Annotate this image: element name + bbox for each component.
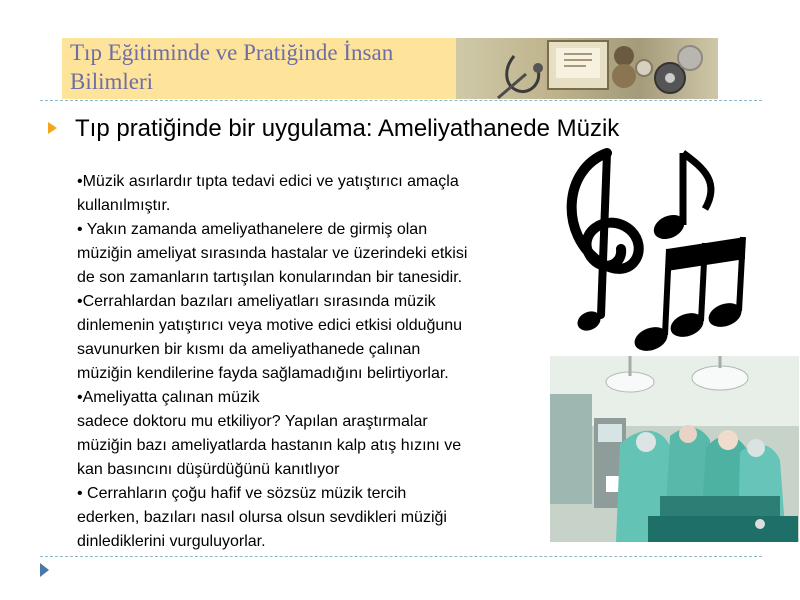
- paragraph-1: •Müzik asırlardır tıpta tedavi edici ve yatıştırıcı amaçla kullanılmıştır.: [77, 173, 459, 214]
- operating-room-photo: [550, 356, 799, 542]
- slide-body: [77, 170, 567, 554]
- top-divider: [40, 100, 762, 101]
- bottom-divider: [40, 556, 762, 557]
- title-banner-image: [456, 38, 718, 99]
- slide-subtitle: Tıp pratiğinde bir uygulama: Ameliyathanede Müzik: [75, 115, 620, 142]
- paragraph-3: •Cerrahlardan bazıları ameliyatları sırasında müzik dinlemenin yatıştırıcı veya motive edici etkisi olduğunu savunurken bir kısmı da ameliyathanede çalınan müziğin kendilerine fayda sağlamadığını belirtiyorlar.: [77, 293, 463, 382]
- paragraph-2: • Yakın zamanda ameliyathanelere de girmiş olan müziğin ameliyat sırasında hastalar ve üzerindeki etkisi de son zamanların tartışılan konularından bir tanesidir.: [77, 221, 468, 286]
- music-notes-icon: [555, 145, 755, 360]
- triangle-bullet-icon: [48, 122, 57, 134]
- slide-title: Tıp Eğitiminde ve Pratiğinde İnsan Bilimleri: [70, 40, 394, 94]
- paragraph-4: •Ameliyatta çalınan müzik sadece doktoru mu etkiliyor? Yapılan araştırmalar müziğin bazı ameliyatlarda hastanın kalp atış hızını ve kan basıncını düşürdüğünü kanıtlıyor: [77, 389, 462, 478]
- next-slide-icon[interactable]: [40, 563, 49, 577]
- paragraph-5: • Cerrahların çoğu hafif ve sözsüz müzik tercih ederken, bazıları nasıl olursa olsun sevdikleri müziği dinlediklerini vurguluyorlar.: [77, 485, 447, 550]
